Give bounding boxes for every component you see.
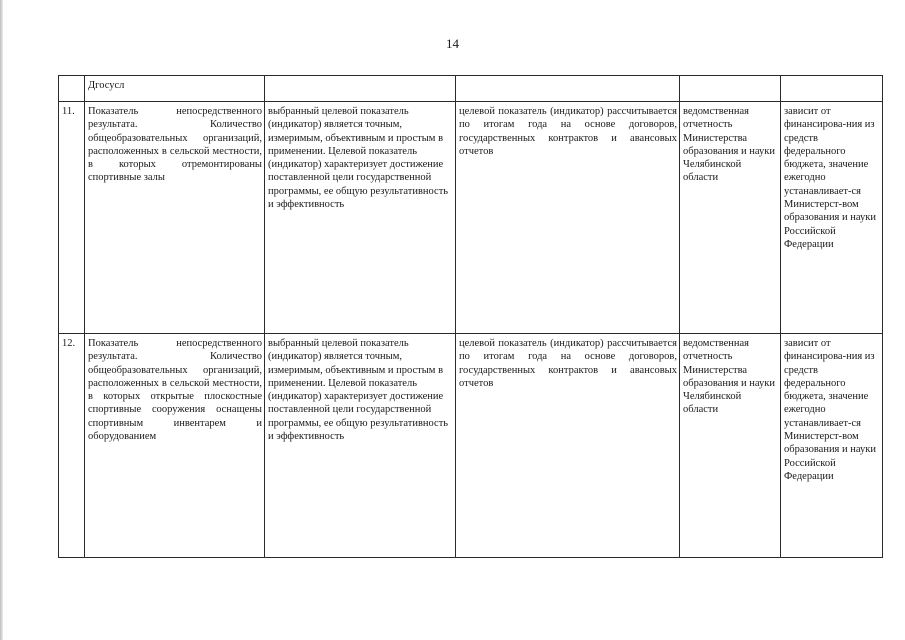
indicators-table <box>58 75 883 558</box>
calculation-cell: целевой показатель (индикатор) рассчитывается по итогам года на основе договоров, государственных контрактов и авансовых отчетов <box>456 102 680 334</box>
empty-cell <box>265 76 456 102</box>
row-number-cell <box>59 76 85 102</box>
empty-cell <box>781 76 883 102</box>
row-number-cell: 12. <box>59 334 85 558</box>
source-cell: ведомственная отчетность Министерства образования и науки Челябинской области <box>680 334 781 558</box>
rationale-cell: выбранный целевой показатель (индикатор) является точным, измеримым, объективным и простым в применении. Целевой показатель (индикатор) характеризует достижение поставленной цели государственной программы, ее общую результативность и эффективность <box>265 334 456 558</box>
table-row-continuation <box>59 76 883 102</box>
note-cell: зависит от финансирова-ния из средств федерального бюджета, значение ежегодно устанавливает-ся Министерст-вом образования и науки Российской Федерации <box>781 102 883 334</box>
indicator-cell: Показатель непосредственного результата. Количество общеобразовательных организаций, расположенных в сельской местности, в которых отремонтированы спортивные залы <box>85 102 265 334</box>
continuation-text-cell: Дгосусл <box>85 76 265 102</box>
rationale-cell: выбранный целевой показатель (индикатор) является точным, измеримым, объективным и простым в применении. Целевой показатель (индикатор) характеризует достижение поставленной цели государственной программы, ее общую результативность и эффективность <box>265 102 456 334</box>
note-cell: зависит от финансирова-ния из средств федерального бюджета, значение ежегодно устанавливает-ся Министерст-вом образования и науки Российской Федерации <box>781 334 883 558</box>
empty-cell <box>456 76 680 102</box>
indicator-cell: Показатель непосредственного результата. Количество общеобразовательных организаций, расположенных в сельской местности, в которых открытые плоскостные спортивные сооружения оснащены спортивным инвентарем и оборудованием <box>85 334 265 558</box>
row-number-cell: 11. <box>59 102 85 334</box>
page-number: 14 <box>446 36 459 51</box>
calculation-cell: целевой показатель (индикатор) рассчитывается по итогам года на основе договоров, государственных контрактов и авансовых отчетов <box>456 334 680 558</box>
scan-left-edge <box>0 0 3 640</box>
table-row <box>59 102 883 334</box>
table-row <box>59 334 883 558</box>
source-cell: ведомственная отчетность Министерства образования и науки Челябинской области <box>680 102 781 334</box>
empty-cell <box>680 76 781 102</box>
